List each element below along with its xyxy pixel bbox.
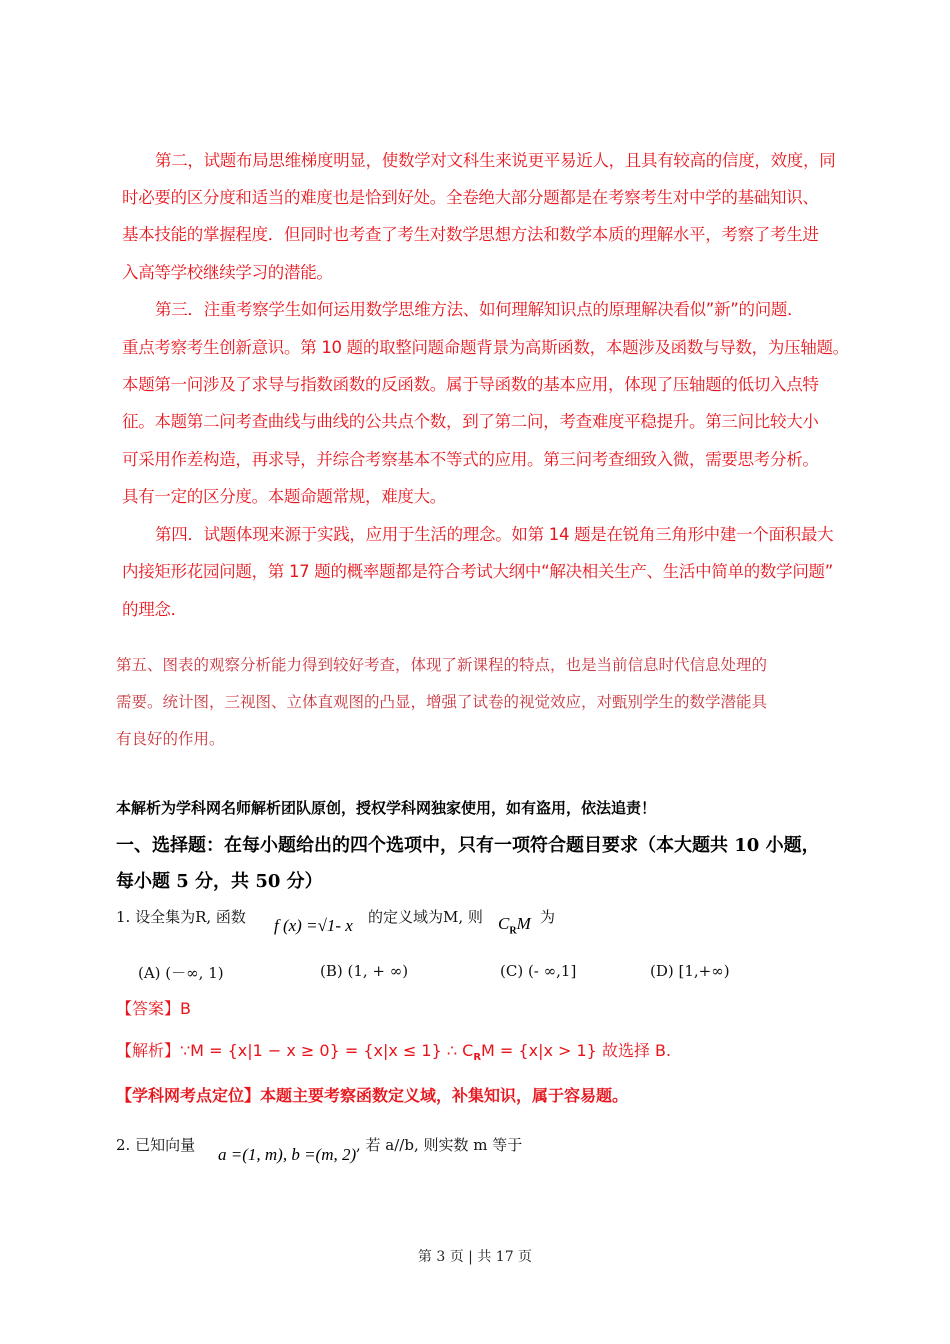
q2-formula: a =(1, m), b =(m, 2) bbox=[218, 1145, 357, 1164]
option-d: (D) [1,+∞) bbox=[650, 962, 730, 980]
option-b: (B) (1, + ∞) bbox=[320, 962, 409, 980]
analysis-text: 【解析】∵M = {x|1 − x ≥ 0} = {x|x ≤ 1} ∴ C bbox=[116, 1041, 474, 1060]
text-line: 具有一定的区分度。本题命题常规，难度大。 bbox=[122, 487, 447, 506]
text-line: 需要。统计图，三视图、立体直观图的凸显，增强了试卷的视觉效应，对甄别学生的数学潜能具 bbox=[116, 693, 768, 711]
q1-complement bbox=[498, 914, 531, 936]
text-line: 第二，试题布局思维梯度明显，使数学对文科生来说更平易近人，且具有较高的信度，效度，同 bbox=[155, 151, 836, 170]
section-heading-cont: 每小题 5 分，共 50 分） bbox=[116, 871, 323, 892]
q1-prefix: 1. 设全集为R, 函数 bbox=[116, 908, 246, 926]
option-c: (C) (- ∞,1] bbox=[500, 962, 577, 980]
q1-suffix: 为 bbox=[540, 908, 556, 926]
text-line: 本题第一问涉及了求导与指数函数的反函数。属于导函数的基本应用，体现了压轴题的低切入点特 bbox=[122, 375, 819, 394]
text-line: 基本技能的掌握程度．但同时也考查了考生对数学思想方法和数学本质的理解水平，考察了考生进 bbox=[122, 225, 819, 244]
c: C bbox=[498, 914, 510, 933]
analysis bbox=[116, 1038, 671, 1063]
section-heading: 一、选择题：在每小题给出的四个选项中，只有一项符合题目要求（本大题共 10 小题， bbox=[116, 835, 820, 856]
text-line: 有良好的作用。 bbox=[116, 730, 225, 748]
text-line: 的理念． bbox=[122, 600, 187, 619]
option-a: (A) (－∞, 1) bbox=[138, 964, 224, 982]
q2-suffix: , 若 a//b, 则实数 m 等于 bbox=[356, 1136, 523, 1154]
text-line: 重点考察考生创新意识。第 10 题的取整问题命题背景为高斯函数，本题涉及函数与导数，为压轴题。 bbox=[122, 338, 849, 357]
knowledge-point: 【学科网考点定位】本题主要考察函数定义域，补集知识，属于容易题。 bbox=[116, 1086, 629, 1105]
text-line: 内接矩形花园问题，第 17 题的概率题都是符合考试大纲中“解决相关生产、生活中简单的数学问题” bbox=[122, 562, 833, 581]
text-line: 第五、图表的观察分析能力得到较好考查，体现了新课程的特点，也是当前信息时代信息处理的 bbox=[116, 656, 768, 674]
text-line: 可采用作差构造，再求导，并综合考察基本不等式的应用。第三问考查细致入微，需要思考分析。 bbox=[122, 450, 819, 469]
m: M bbox=[516, 914, 531, 933]
text-line: 第四．试题体现来源于实践，应用于生活的理念。如第 14 题是在锐角三角形中建一个面积最大 bbox=[155, 525, 834, 544]
answer: 【答案】B bbox=[116, 999, 191, 1018]
text-line: 时必要的区分度和适当的难度也是恰到好处。全卷绝大部分题都是在考察考生对中学的基础知识、 bbox=[122, 188, 819, 207]
text-line: 征。本题第二问考查曲线与曲线的公共点个数，到了第二问，考查难度平稳提升。第三问比较大小 bbox=[122, 412, 819, 431]
page-footer: 第 3 页 | 共 17 页 bbox=[417, 1249, 533, 1265]
text-line: 入高等学校继续学习的潜能。 bbox=[122, 263, 333, 282]
q2-prefix: 2. 已知向量 bbox=[116, 1136, 196, 1154]
text-line: 第三．注重考察学生如何运用数学思维方法、如何理解知识点的原理解决看似”新”的问题． bbox=[155, 300, 804, 319]
sub: R bbox=[509, 925, 517, 937]
q1-mid: 的定义域为M, 则 bbox=[368, 908, 483, 926]
q1-formula: f (x) =√1- x bbox=[274, 916, 353, 935]
copyright-notice: 本解析为学科网名师解析团队原创，授权学科网独家使用，如有盗用，依法追责！ bbox=[116, 799, 657, 817]
sub: R bbox=[473, 1052, 482, 1064]
analysis-end: M = {x|x > 1} 故选择 B. bbox=[481, 1041, 672, 1060]
